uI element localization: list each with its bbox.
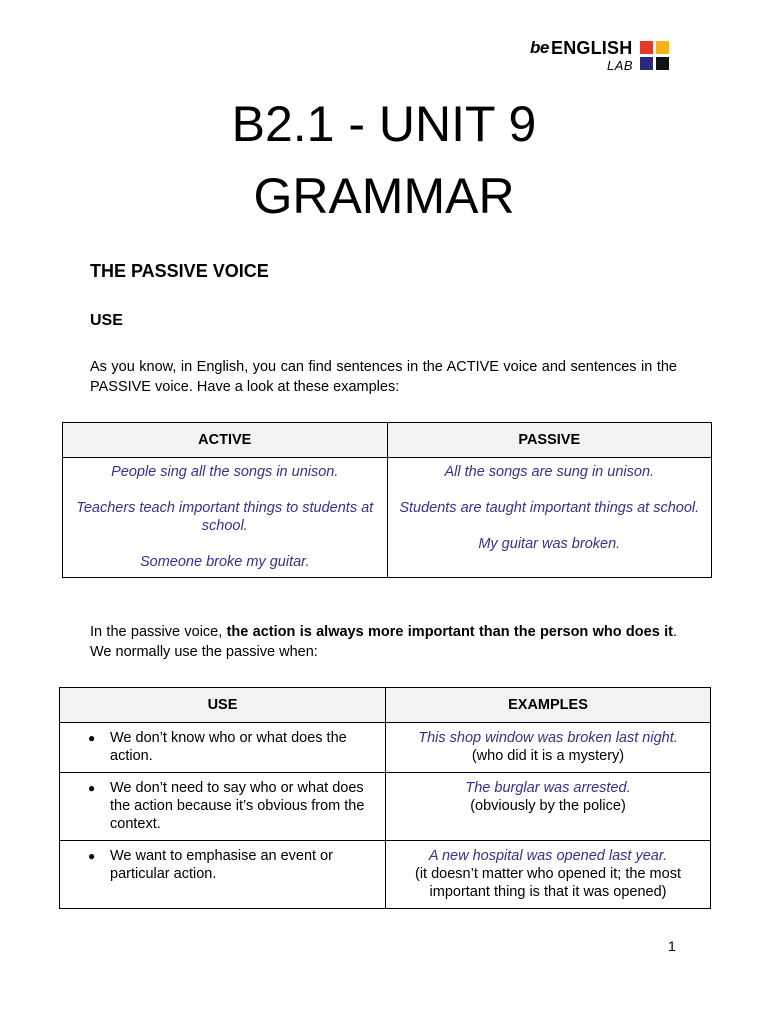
- subsection-title: USE: [90, 312, 123, 329]
- logo-mark-yellow: [656, 41, 669, 54]
- logo-mark-red: [640, 41, 653, 54]
- passive-examples-cell: [387, 458, 712, 578]
- section-title: THE PASSIVE VOICE: [90, 261, 269, 281]
- paragraph-text: In the passive voice,: [90, 624, 227, 640]
- example-note: (obviously by the police): [470, 798, 626, 814]
- bullet-icon: ●: [88, 849, 96, 863]
- header-examples: EXAMPLES: [386, 688, 711, 723]
- example-note: (who did it is a mystery): [471, 748, 625, 764]
- page-title-grammar: GRAMMAR: [253, 168, 515, 224]
- active-example: Teachers teach important things to students at school.: [76, 500, 374, 534]
- passive-use-table: [59, 687, 711, 909]
- logo-mark-black: [656, 57, 669, 70]
- logo-mark-icon: [640, 41, 670, 71]
- use-text: We want to emphasise an event or particular action.: [110, 848, 333, 882]
- logo-mark-navy: [640, 57, 653, 70]
- logo-lab-text: LAB: [607, 58, 634, 73]
- use-text: We don’t know who or what does the action.: [110, 730, 347, 764]
- active-examples-cell: [63, 458, 388, 578]
- example-cell: [386, 773, 711, 841]
- table-row: [60, 773, 711, 841]
- be-english-lab-logo: [530, 38, 675, 74]
- bullet-icon: ●: [88, 731, 96, 745]
- table-header-row: [63, 423, 712, 458]
- header-active: ACTIVE: [63, 423, 388, 458]
- active-example: Someone broke my guitar.: [139, 554, 310, 570]
- logo-mark-cross-v: [653, 41, 656, 71]
- page-title-unit: B2.1 - UNIT 9: [231, 96, 537, 152]
- page-number: 1: [668, 938, 676, 954]
- example-sentence: The burglar was arrested.: [465, 780, 631, 796]
- table-row: [60, 841, 711, 909]
- active-example: People sing all the songs in unison.: [111, 464, 339, 480]
- logo-english-text: ENGLISH: [551, 38, 633, 58]
- passive-explanation-paragraph: [90, 622, 677, 662]
- example-cell: [386, 723, 711, 773]
- use-cell: [60, 723, 386, 773]
- table-header-row: [60, 688, 711, 723]
- example-sentence: A new hospital was opened last year.: [428, 848, 668, 864]
- use-cell: [60, 841, 386, 909]
- table-row: [63, 458, 712, 578]
- passive-example: My guitar was broken.: [478, 536, 621, 552]
- bullet-icon: ●: [88, 781, 96, 795]
- use-cell: [60, 773, 386, 841]
- active-passive-table: [62, 422, 712, 578]
- logo-be-text: be: [530, 38, 549, 57]
- use-text: We don’t need to say who or what does the action because it’s obvious from the context.: [110, 780, 365, 832]
- table-row: [60, 723, 711, 773]
- intro-paragraph: As you know, in English, you can find sentences in the ACTIVE voice and sentences in the PASSIVE voice. Have a look at these examples:: [90, 359, 677, 395]
- example-cell: [386, 841, 711, 909]
- header-passive: PASSIVE: [387, 423, 712, 458]
- header-use: USE: [60, 688, 386, 723]
- example-sentence: This shop window was broken last night.: [418, 730, 678, 746]
- example-note: (it doesn’t matter who opened it; the most important thing is that it was opened): [415, 866, 681, 900]
- paragraph-text: . We normally use the passive when:: [90, 624, 677, 660]
- paragraph-bold-text: the action is always more important than the person who does it: [226, 624, 673, 640]
- passive-example: Students are taught important things at school.: [399, 500, 700, 516]
- passive-example: All the songs are sung in unison.: [444, 464, 655, 480]
